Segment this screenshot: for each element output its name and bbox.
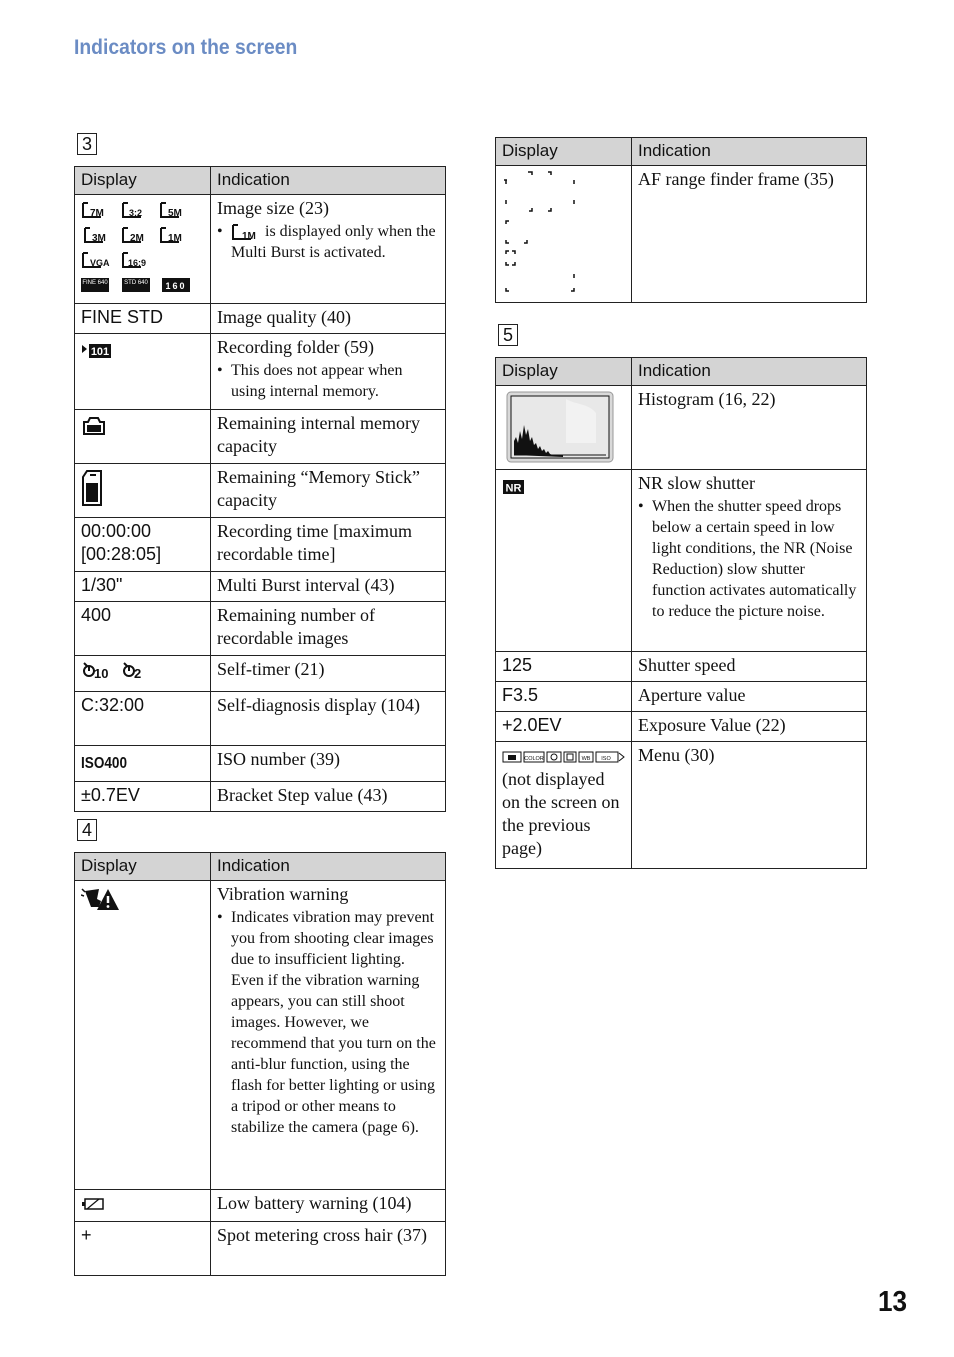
svg-text:3M: 3M [92,233,106,244]
svg-text:2M: 2M [130,233,144,244]
memory-stick-indication: Remaining “Memory Stick” capacity [211,464,446,518]
vibration-warning-icon [81,885,121,913]
exposure-display: +2.0EV [496,712,632,742]
svg-text:5M: 5M [168,208,182,219]
size-7m-icon [83,203,104,219]
col-header-display: Display [75,167,211,195]
svg-text:1M: 1M [168,233,182,244]
spot-metering-indication: Spot metering cross hair (37) [211,1222,446,1276]
svg-text:2: 2 [134,666,142,681]
nr-cell [496,470,632,652]
self-timer-10-icon [84,663,108,681]
histogram-indication: Histogram (16, 22) [632,386,867,470]
internal-memory-icon [81,416,107,436]
self-diagnosis-display: C:32:00 [75,692,211,746]
self-timer-indication: Self-timer (21) [211,656,446,692]
col-header-display: Display [75,853,211,881]
vibration-warning-indication: Vibration warning • Indicates vibration may prevent you from shooting clear images due to insufficient lighting. Even if the vibration warning appears, you can still shoot images. However, we recommend that you turn on the anti-blur function, using the flash for better lighting or using a tripod or other means to stabilize the camera (page 6). [211,881,446,1190]
recording-time-indication: Recording time [maximum recordable time] [211,518,446,572]
menu-cell [496,742,632,869]
image-size-indication: Image size (23) • 1M is displayed only when the Multi Burst is activated. [211,195,446,304]
size-1m-icon [161,228,182,244]
size-16-9-icon [123,253,146,268]
svg-text:ISO400: ISO400 [81,755,128,772]
col-header-display: Display [496,138,632,166]
image-quality-indication: Image quality (40) [211,304,446,334]
bracket-step-indication: Bracket Step value (43) [211,782,446,812]
col-header-indication: Indication [211,853,446,881]
shutter-speed-display: 125 [496,652,632,682]
af-range-indication: AF range finder frame (35) [632,166,867,303]
col-header-display: Display [496,358,632,386]
svg-text:1M: 1M [242,231,256,242]
self-timer-2-icon [124,663,141,681]
indicators-table-af [495,137,867,303]
low-battery-indication: Low battery warning (104) [211,1190,446,1222]
multi-burst-indication: Multi Burst interval (43) [211,572,446,602]
page-number: 13 [878,1286,908,1318]
quality-640-fine-icon [81,278,109,292]
exposure-indication: Exposure Value (22) [632,712,867,742]
size-2m-icon [123,228,144,244]
col-header-indication: Indication [632,138,867,166]
self-timer-cell [75,656,211,692]
recording-folder-cell [75,334,211,410]
vibration-warning-cell [75,881,211,1190]
menu-indication: Menu (30) [632,742,867,869]
svg-text:3:2: 3:2 [129,208,143,218]
nr-slow-shutter-indication: NR slow shutter • When the shutter speed drops below a certain speed in low light conditions, the NR (Noise Reduction) slow shutter function activates automatically to reduce the picture noise. [632,470,867,652]
histogram-cell [496,386,632,470]
remaining-images-display: 400 [75,602,211,656]
svg-text:160: 160 [165,281,187,291]
svg-text:16:9: 16:9 [128,258,147,268]
memory-stick-cell [75,464,211,518]
quality-160-icon [162,278,190,292]
aperture-display: F3.5 [496,682,632,712]
indicators-table-3 [74,166,446,812]
size-3-2-icon [123,203,142,218]
svg-text:STD 640: STD 640 [124,280,148,286]
vibration-warning-note: • Indicates vibration may prevent you from shooting clear images due to insufficient lighting. Even if the vibration warning appears, you can still shoot images. However, we recommend that you turn on the anti-blur function, using the flash for better lighting or using a tripod or other means to stabilize the camera (page 6). [217,909,436,1136]
af-frame-cell [496,166,632,303]
svg-text:7M: 7M [90,208,104,219]
quality-640-std-icon [122,278,150,292]
svg-text:VGA: VGA [90,258,110,268]
nr-slow-shutter-note: • When the shutter speed drops below a certain speed in low light conditions, the NR (Noise Reduction) slow shutter function activates automatically to reduce the picture noise. [638,498,857,620]
low-battery-icon [81,1196,105,1212]
iso-cell [75,746,211,782]
image-size-note: • 1M is displayed only when the Multi Burst is activated. [217,223,436,261]
multi-burst-display: 1/30" [75,572,211,602]
self-diagnosis-indication: Self-diagnosis display (104) [211,692,446,746]
iso-indication: ISO number (39) [211,746,446,782]
recording-folder-icon [81,340,113,360]
size-vga-icon [83,253,110,268]
iso-icon [81,750,131,772]
af-range-finder-frames [500,168,584,296]
size-5m-icon [161,203,182,219]
aperture-indication: Aperture value [632,682,867,712]
memory-stick-icon [81,469,103,507]
spot-metering-display: + [75,1222,211,1276]
section-marker-3: 3 [77,133,97,155]
size-3m-icon [85,228,106,244]
section-marker-4: 4 [77,819,97,841]
image-quality-display: FINE STD [75,304,211,334]
recording-time-display: 00:00:00 [00:28:05] [75,518,211,572]
low-battery-cell [75,1190,211,1222]
self-timer-icons [81,660,151,682]
menu-display-note: (not displayed on the screen on the previous page) [502,769,620,858]
svg-text:ISO: ISO [601,756,611,762]
histogram-icon [506,391,614,463]
svg-text:10: 10 [94,666,109,681]
1m-icon [231,223,261,241]
page-header: Indicators on the screen [74,36,298,59]
internal-memory-cell [75,410,211,464]
svg-text:NR: NR [505,482,522,495]
col-header-indication: Indication [632,358,867,386]
svg-text:101: 101 [90,346,110,358]
indicators-table-5 [495,357,867,869]
svg-text:WB: WB [581,756,591,762]
indicators-table-4 [74,852,446,1276]
remaining-images-indication: Remaining number of recordable images [211,602,446,656]
shutter-speed-indication: Shutter speed [632,652,867,682]
menu-bar-icon [502,750,626,764]
recording-folder-note: • This does not appear when using internal memory. [217,362,403,400]
image-size-icons-cell [75,195,211,304]
section-marker-5: 5 [498,324,518,346]
recording-folder-indication: Recording folder (59) • This does not appear when using internal memory. [211,334,446,410]
bracket-step-display: ±0.7EV [75,782,211,812]
internal-memory-indication: Remaining internal memory capacity [211,410,446,464]
col-header-indication: Indication [211,167,446,195]
svg-text:COLOR: COLOR [524,756,544,762]
image-size-icons [81,199,205,297]
nr-icon [502,478,526,496]
svg-text:FINE 640: FINE 640 [82,280,108,286]
